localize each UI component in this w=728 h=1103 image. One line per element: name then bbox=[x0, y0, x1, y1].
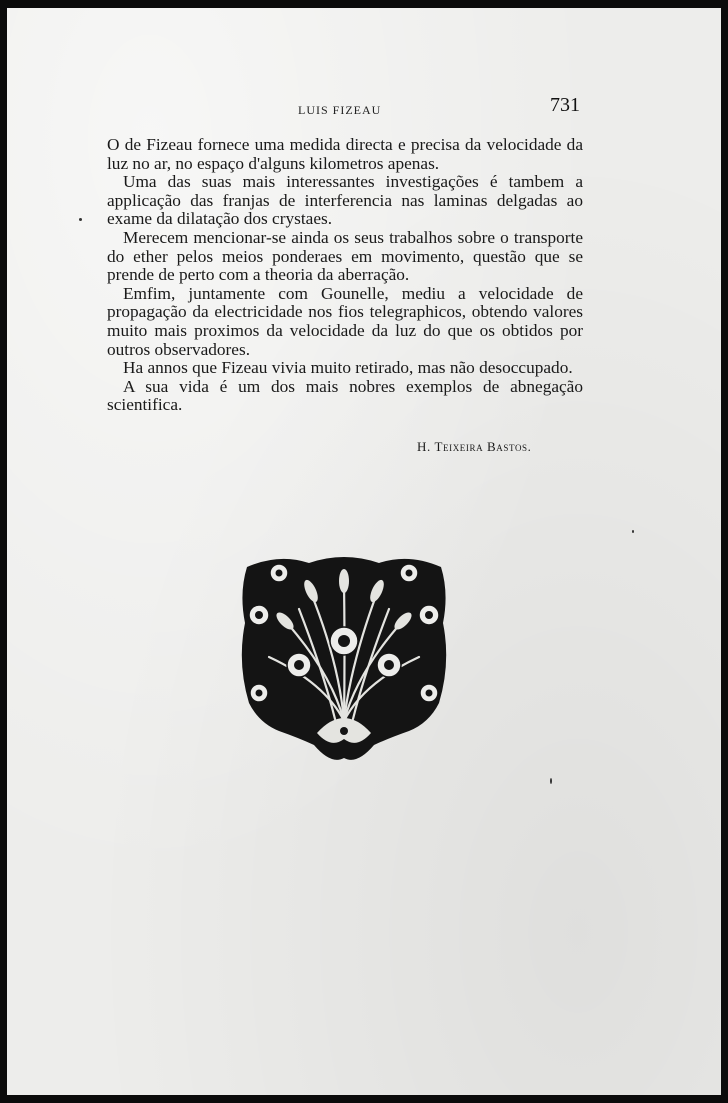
paragraph-3: Merecem mencionar-se ainda os seus trabalhos sobre o transporte do ether pelos meios ponderaes em movimento, questão que se prende de perto com a theoria da aberração. bbox=[107, 227, 583, 285]
book-page bbox=[7, 8, 721, 1095]
paragraph-2: Uma das suas mais interessantes investigações é tambem a applicação das franjas de interferencia nas laminas delgadas ao exame da dilatação dos crystaes. bbox=[107, 172, 583, 229]
paper-speck bbox=[79, 218, 82, 221]
author-signature: H. Teixeira Bastos. bbox=[417, 439, 532, 454]
paragraph-5: Ha annos que Fizeau vivia muito retirado, mas não desoccupado. bbox=[123, 358, 573, 378]
floral-ornament-icon bbox=[239, 553, 449, 763]
paragraph-6: A sua vida é um dos mais nobres exemplos de abnegação scientifica. bbox=[107, 376, 583, 415]
paper-speck bbox=[632, 530, 634, 533]
paper-speck bbox=[550, 778, 552, 784]
paragraph-4: Emfim, juntamente com Gounelle, mediu a velocidade de propagação da electricidade nos fios telegraphicos, obtendo valores muito mais proximos da velocidade da luz do que os obtidos por outros observadores. bbox=[107, 283, 583, 359]
running-header-title: LUIS FIZEAU bbox=[298, 103, 382, 117]
page-number: 731 bbox=[550, 94, 580, 116]
article-body bbox=[107, 136, 583, 415]
paragraph-1: O de Fizeau fornece uma medida directa e precisa da velocidade da luz no ar, no espaço d'alguns kilometros apenas. bbox=[107, 135, 583, 173]
